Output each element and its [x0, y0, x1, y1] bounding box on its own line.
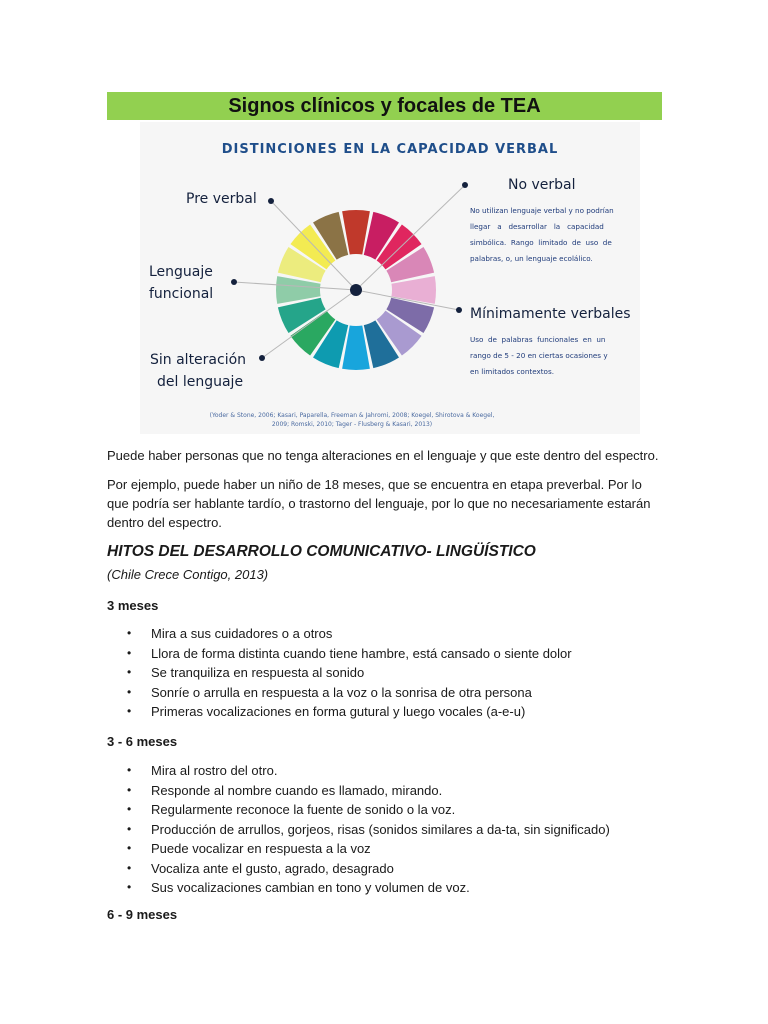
bullet-icon: • [127, 645, 132, 660]
dot-no-verbal [462, 182, 468, 188]
list-item [127, 761, 610, 781]
label-no-verbal: No verbal [508, 177, 576, 193]
bullet-icon: • [127, 626, 132, 640]
list-item-text: Mira a sus cuidadores o a otros [151, 626, 333, 641]
figure-citation-line: (Yoder & Stone, 2006; Kasari, Paparella, Freeman & Jahromi, 2008; Koegel, Shirotova & Koegel, [209, 412, 495, 419]
list-item-text: Producción de arrullos, gorjeos, risas (sonidos similares a da-ta, sin significado) [151, 821, 610, 837]
page-title-bar [107, 92, 662, 120]
wheel-center-dot [350, 284, 362, 296]
page-title: Signos clínicos y focales de TEA [228, 94, 541, 117]
nv-desc-line: simbólica. Rango limitado de uso de [470, 238, 612, 247]
label-sin-alteracion-line2: del lenguaje [157, 374, 244, 390]
figure-heading: DISTINCIONES EN LA CAPACIDAD VERBAL [221, 142, 559, 157]
bullet-icon: • [127, 684, 132, 699]
section-title: HITOS DEL DESARROLLO COMUNICATIVO- LINGÜÍSTICO [107, 543, 536, 560]
list-item-text: Mira al rostro del otro. [151, 763, 278, 778]
list-item [127, 781, 610, 801]
dot-sin-alteracion [259, 355, 265, 361]
bullet-icon: • [127, 802, 132, 816]
label-minimamente: Mínimamente verbales [470, 306, 631, 322]
nv-desc-line: llegar a desarrollar la capacidad [470, 222, 604, 231]
dot-minimamente [456, 307, 462, 313]
list-item [127, 624, 572, 644]
list-item-text: Responde al nombre cuando es llamado, mirando. [151, 782, 443, 798]
list-item [127, 663, 572, 683]
list-item [127, 644, 572, 664]
mv-desc-line: Uso de palabras funcionales en un [470, 335, 606, 344]
bullet-icon: • [127, 763, 132, 777]
nv-desc-line: No utilizan lenguaje verbal y no podrían [470, 206, 614, 215]
list-item [127, 839, 610, 859]
dot-pre-verbal [268, 198, 274, 204]
nv-desc-line: palabras, o, un lenguaje ecolálico. [470, 254, 593, 263]
label-sin-alteracion-line1: Sin alteración [150, 352, 247, 368]
bullet-icon: • [127, 782, 132, 797]
list-item [127, 859, 610, 879]
figure-citation-line: 2009; Romski, 2010; Tager - Flusberg & Kasari, 2013) [271, 421, 433, 428]
list-item [127, 820, 610, 840]
bullet-icon: • [127, 704, 132, 718]
list-item-text: Sonríe o arrulla en respuesta a la voz o la sonrisa de otra persona [151, 684, 532, 700]
mv-desc-line: rango de 5 - 20 en ciertas ocasiones y [470, 351, 608, 360]
list-item [127, 878, 610, 898]
list-item-text: Sus vocalizaciones cambian en tono y volumen de voz. [151, 880, 470, 895]
figure-citation [210, 412, 495, 428]
bullet-icon: • [127, 841, 132, 855]
label-lenguaje-line2: funcional [149, 286, 214, 302]
bullet-icon: • [127, 821, 132, 836]
milestones-list-3m [127, 624, 572, 722]
paragraph-1: Puede haber personas que no tenga alteraciones en el lenguaje y que este dentro del espectro. [107, 448, 659, 463]
age-heading-3-6m: 3 - 6 meses [107, 734, 178, 749]
verbal-capacity-diagram [140, 122, 640, 434]
label-pre-verbal: Pre verbal [186, 191, 257, 207]
milestones-list-3-6m [127, 761, 610, 898]
list-item-text: Vocaliza ante el gusto, agrado, desagrado [151, 860, 394, 876]
list-item-text: Puede vocalizar en respuesta a la voz [151, 841, 371, 856]
list-item-text: Regularmente reconoce la fuente de sonido o la voz. [151, 802, 456, 817]
list-item-text: Llora de forma distinta cuando tiene hambre, está cansado o siente dolor [151, 645, 572, 661]
verbal-capacity-figure [140, 122, 640, 434]
list-item-text: Primeras vocalizaciones en forma gutural y luego vocales (a-e-u) [151, 704, 526, 719]
dot-lenguaje-funcional [231, 279, 237, 285]
age-heading-6-9m: 6 - 9 meses [107, 907, 178, 922]
bullet-icon: • [127, 665, 132, 679]
list-item [127, 800, 610, 820]
list-item-text: Se tranquiliza en respuesta al sonido [151, 665, 365, 680]
age-heading-3m: 3 meses [107, 598, 159, 613]
bullet-icon: • [127, 880, 132, 894]
minimamente-description [470, 335, 608, 376]
paragraph-2: Por ejemplo, puede haber un niño de 18 meses, que se encuentra en etapa preverbal. Por lo que podría ser hablante tardío, o trastorno del lenguaje, por lo que no necesariamente estarán dentro del espectro. [107, 477, 651, 530]
section-citation: (Chile Crece Contigo, 2013) [107, 567, 269, 582]
bullet-icon: • [127, 860, 132, 875]
mv-desc-line: en limitados contextos. [470, 367, 554, 376]
list-item [127, 683, 572, 703]
label-lenguaje-line1: Lenguaje [149, 264, 213, 280]
list-item [127, 702, 572, 722]
no-verbal-description [470, 206, 614, 263]
